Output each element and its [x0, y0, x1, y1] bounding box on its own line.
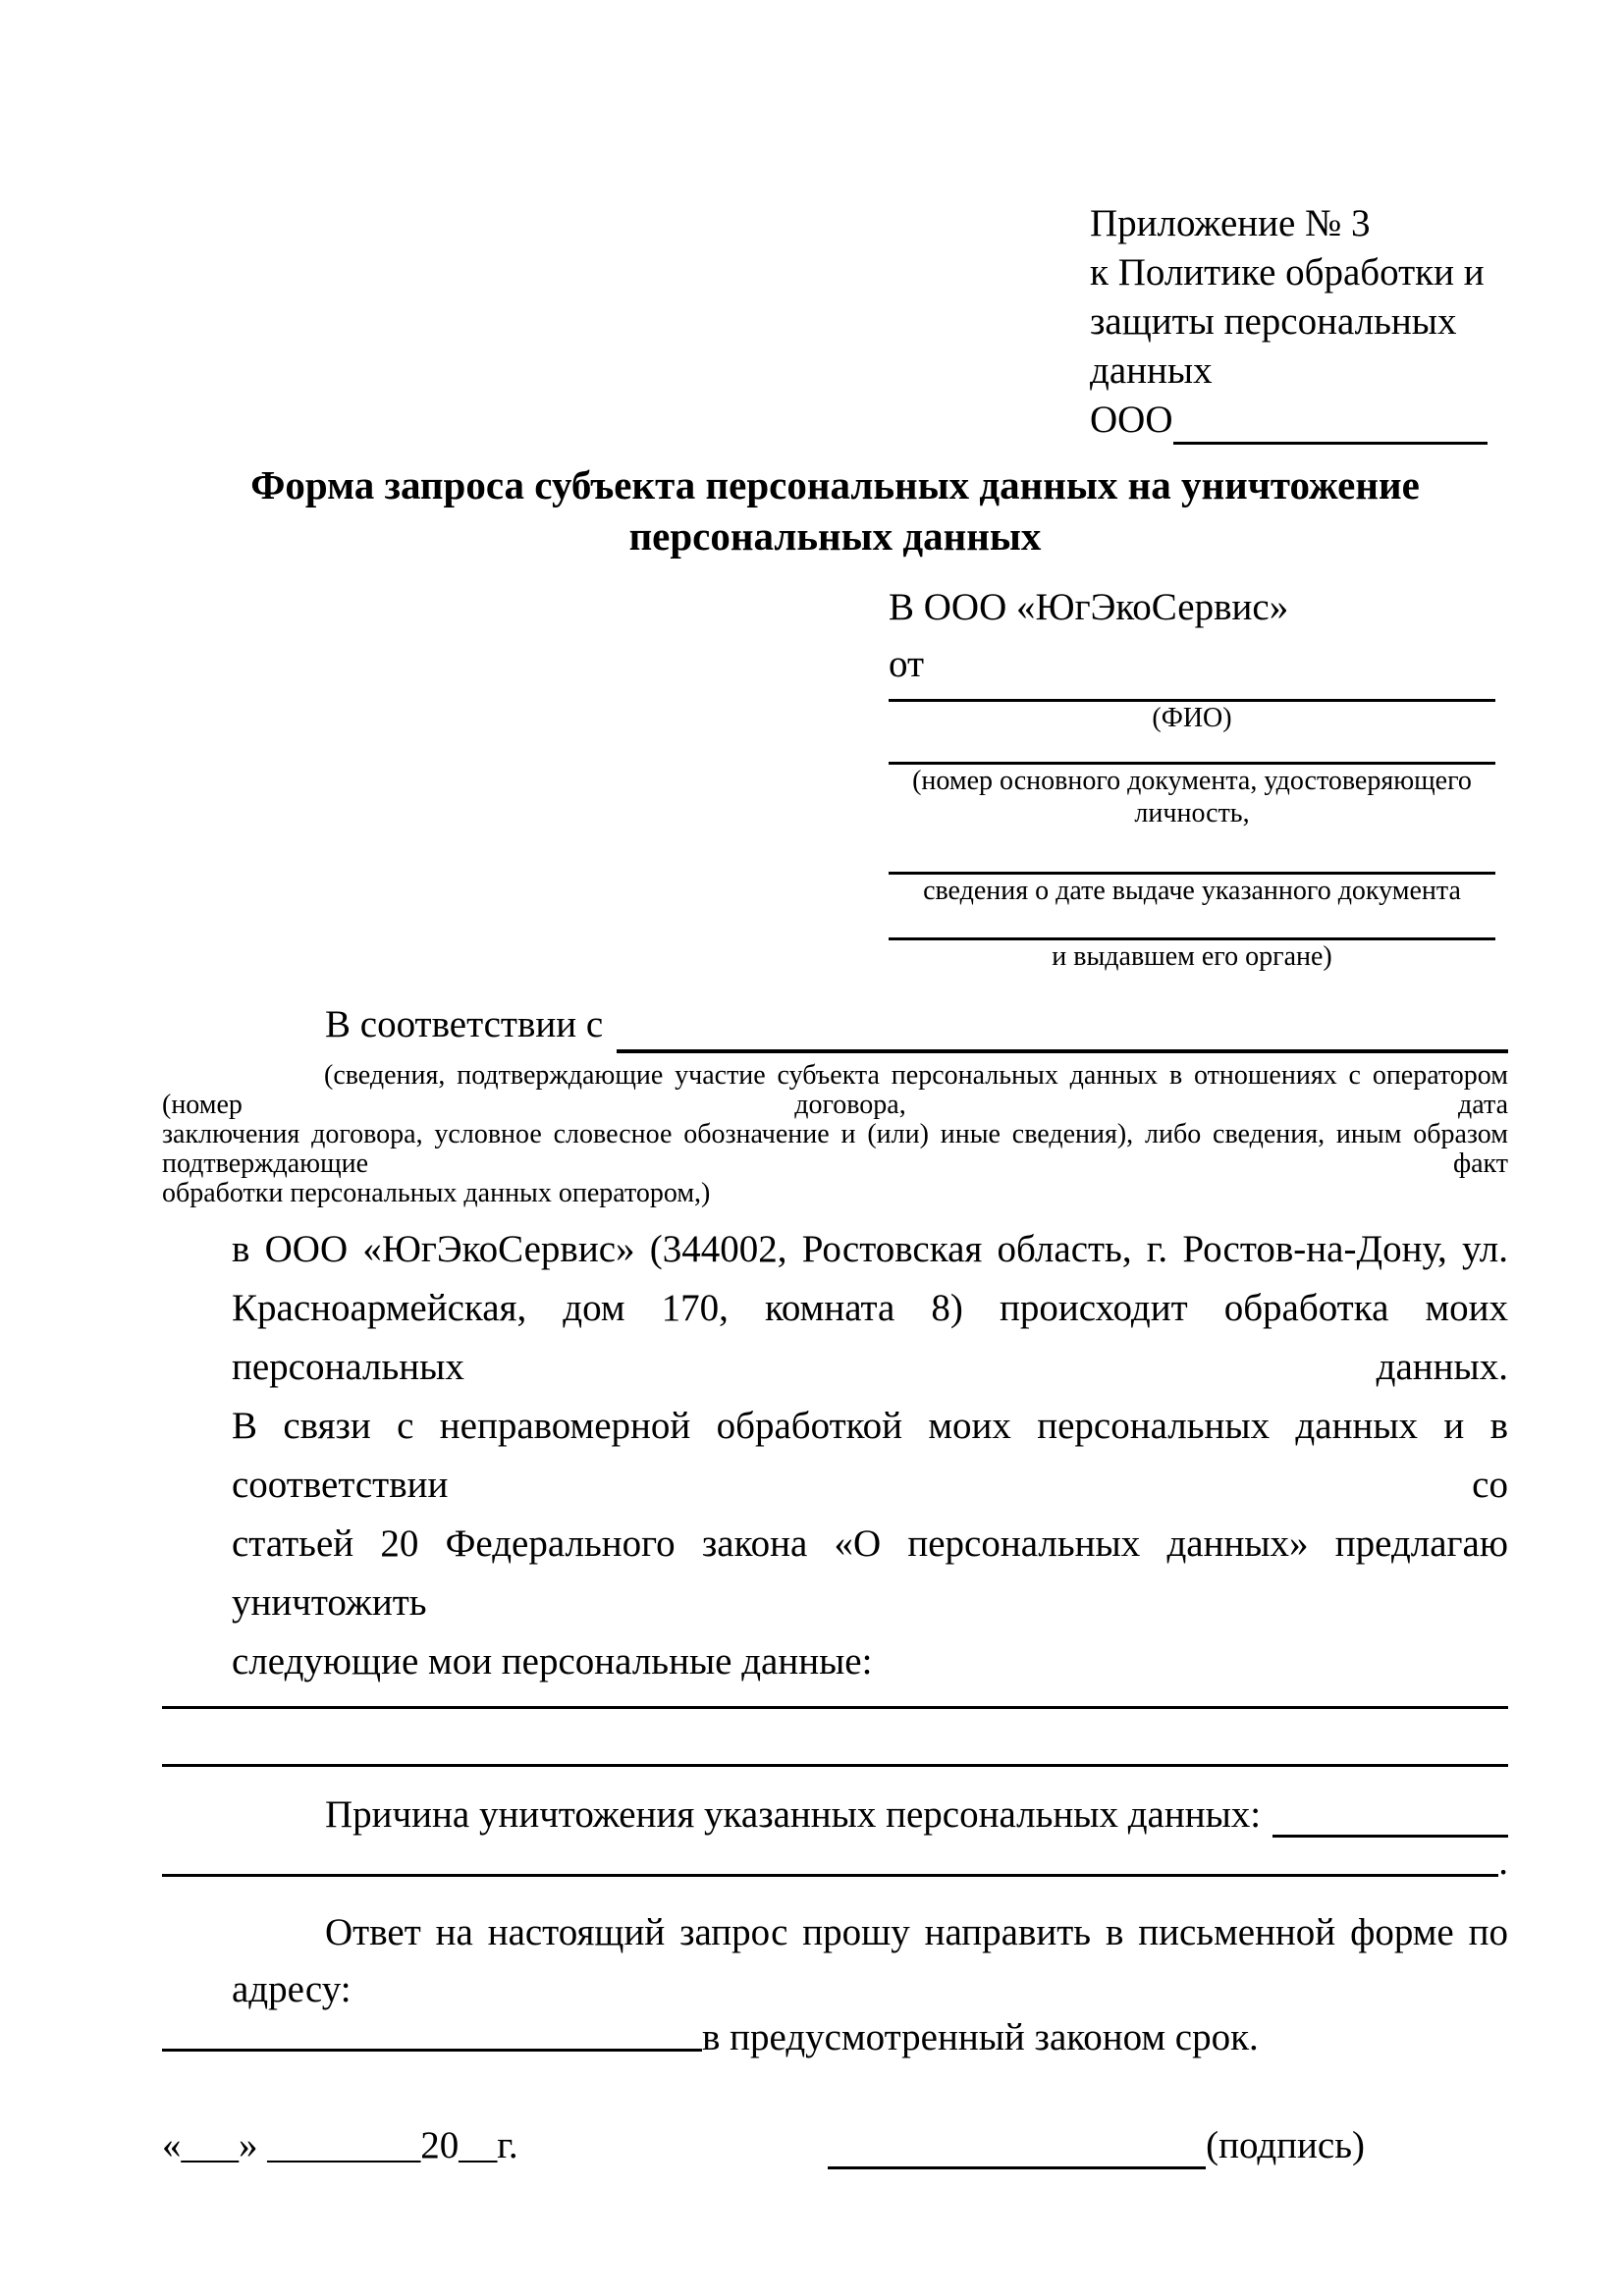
footnote-line: (сведения, подтверждающие участие субъекта персональных данных в отношениях с оператором (номер договора, дата [162, 1060, 1508, 1120]
issuer-blank-line [889, 932, 1495, 940]
addressee-from-label: от [889, 643, 925, 685]
reason-continuation-blank-line [162, 1842, 1498, 1877]
body-line: в ООО «ЮгЭкоСервис» (344002, Ростовская область, г. Ростов-на-Дону, ул. [232, 1228, 1508, 1270]
appendix-line: к Политике обработки и [1090, 251, 1485, 294]
address-blank-line [162, 2018, 702, 2052]
footnote-block [162, 1061, 1508, 1208]
footnote-line: обработки персональных данных оператором,) [162, 1178, 711, 1208]
accordance-blank-line [617, 996, 1508, 1053]
signature-group [828, 2122, 1365, 2169]
reason-row [232, 1792, 1508, 1838]
personal-data-blank-line [162, 1691, 1508, 1709]
fio-caption: (ФИО) [1152, 703, 1232, 733]
org-prefix: ООО [1090, 399, 1173, 441]
addressee-to: В ООО «ЮгЭкоСервис» [889, 586, 1289, 628]
form-title [162, 459, 1508, 561]
reason-label: Причина уничтожения указанных персональных данных: [325, 1793, 1262, 1836]
addressee-block [889, 579, 1495, 973]
reason-blank-line [1272, 1792, 1508, 1838]
body-line: статьей 20 Федерального закона «О персональных данных» предлагаю уничтожить [232, 1522, 1508, 1624]
answer-address-row [162, 2016, 1508, 2058]
personal-data-blank-line [162, 1709, 1508, 1767]
signing-row [162, 2122, 1508, 2169]
body-paragraph [232, 1220, 1508, 1691]
date-blank-field: «___» ________20__г. [162, 2124, 518, 2166]
signature-blank-line [828, 2125, 1206, 2169]
body-line: Красноармейская, дом 170, комната 8) происходит обработка моих персональных данных. [232, 1287, 1508, 1388]
body-line: В связи с неправомерной обработкой моих персональных данных и в соответствии со [232, 1405, 1508, 1506]
accordance-label: В соответствии с [325, 1003, 604, 1045]
reason-continuation-row [162, 1841, 1508, 1883]
doc-number-blank-line [889, 756, 1495, 765]
issue-date-blank-line [889, 866, 1495, 875]
paragraph-indent [232, 996, 325, 1053]
footnote-line: заключения договора, условное словесное обозначение и (или) иные сведения), либо сведения, иным образом подтверждающие факт [162, 1119, 1508, 1179]
doc-number-caption: (номер основного документа, удостоверяющего личность, [912, 766, 1472, 828]
period: . [1498, 1841, 1508, 1883]
issue-date-caption: сведения о дате выдаче указанного документа [923, 876, 1461, 906]
signature-caption: (подпись) [1206, 2124, 1365, 2166]
label-gap [603, 996, 617, 1053]
appendix-line: защиты персональных данных [1090, 300, 1457, 392]
form-title-line: Форма запроса субъекта персональных данных на уничтожение [250, 462, 1420, 507]
appendix-block [1090, 0, 1508, 445]
org-name-blank-line [1173, 404, 1488, 445]
issuer-caption: и выдавшем его органе) [1052, 941, 1332, 972]
answer-suffix: в предусмотренный законом срок. [702, 2016, 1259, 2058]
fio-blank-line [889, 693, 1495, 702]
appendix-org-row [1090, 396, 1508, 445]
answer-paragraph: Ответ на настоящий запрос прошу направить в письменной форме по адресу: [232, 1911, 1508, 2010]
appendix-line: Приложение № 3 [1090, 202, 1371, 244]
body-line: следующие мои персональные данные: [232, 1640, 873, 1682]
accordance-row [232, 996, 1508, 1053]
form-title-line: персональных данных [628, 513, 1042, 559]
paragraph-indent [232, 1792, 325, 1838]
